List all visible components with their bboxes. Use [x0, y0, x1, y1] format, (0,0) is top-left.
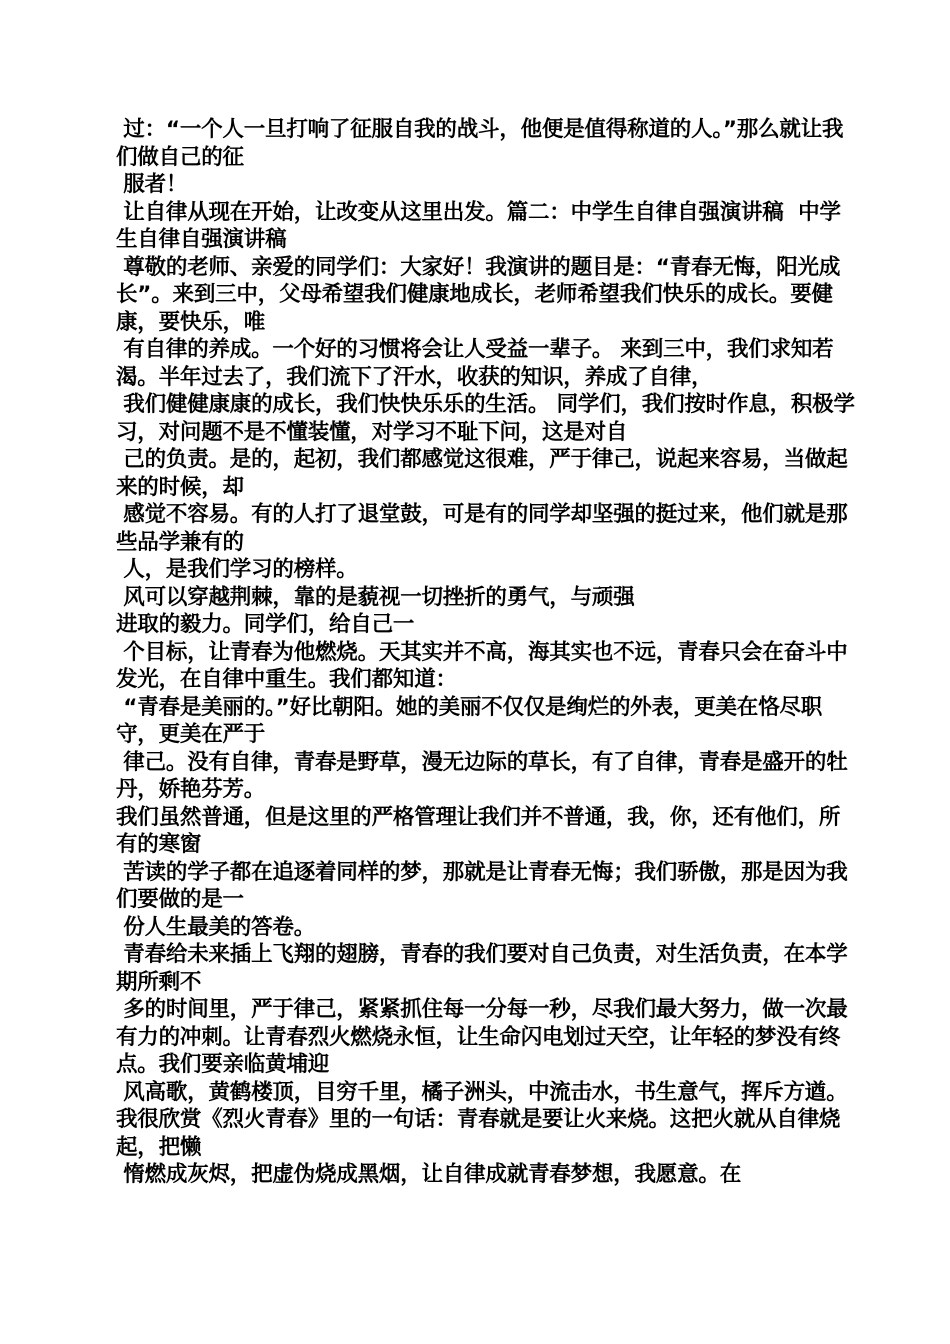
paragraph: 我们健健康康的成长，我们快快乐乐的生活。 同学们，我们按时作息，积极学习，对问题不是不懂装懂，对学习不耻下问，这是对自	[116, 392, 855, 445]
paragraph: 服者！	[116, 172, 188, 197]
paragraph: 感觉不容易。有的人打了退堂鼓，可是有的同学却坚强的挺过来，他们就是那些品学兼有的	[116, 502, 848, 555]
paragraph: 份人生最美的答卷。	[116, 914, 315, 940]
paragraph: 我们虽然普通，但是这里的严格管理让我们并不普通，我，你，还有他们，所有的寒窗	[116, 804, 841, 857]
paragraph: 人，是我们学习的榜样。	[116, 557, 358, 582]
paragraph: 过：“一个人一旦打响了征服自我的战斗，他便是值得称道的人。”那么就让我们做自己的征	[116, 117, 844, 170]
paragraph: 多的时间里，严于律己，紧紧抓住每一分每一秒，尽我们最大努力，做一次最有力的冲刺。让青春烈火燃烧永恒，让生命闪电划过天空，让年轻的梦没有终点。我们要亲临黄埔迎	[116, 997, 848, 1077]
paragraph: 风高歌，黄鹤楼顶，目穷千里，橘子洲头，中流击水，书生意气，挥斥方遒。我很欣赏《烈火青春》里的一句话：青春就是要让火来烧。这把火就从自律烧起，把懒	[116, 1079, 848, 1160]
paragraph: 青春给未来插上飞翔的翅膀，青春的我们要对自己负责，对生活负责，在本学期所剩不	[116, 942, 848, 995]
paragraph: 让自律从现在开始，让改变从这里出发。篇二：中学生自律自强演讲稿 中学生自律自强演讲稿	[116, 199, 841, 252]
paragraph: 苦读的学子都在追逐着同样的梦，那就是让青春无悔；我们骄傲，那是因为我们要做的是一	[116, 859, 848, 912]
paragraph: 进取的毅力。同学们，给自己一	[116, 612, 415, 637]
paragraph: 己的负责。是的，起初，我们都感觉这很难，严于律己，说起来容易，当做起来的时候，却	[116, 447, 848, 500]
paragraph: 律己。没有自律，青春是野草，漫无边际的草长，有了自律，青春是盛开的牡丹，娇艳芬芳。	[116, 749, 848, 802]
paragraph: 尊敬的老师、亲爱的同学们：大家好！我演讲的题目是：“青春无悔，阳光成长”。来到三中，父母希望我们健康地成长，老师希望我们快乐的成长。要健康，要快乐，唯	[116, 254, 841, 335]
paragraph: 风可以穿越荆棘，靠的是藐视一切挫折的勇气，与顽强	[116, 584, 635, 610]
paragraph: “青春是美丽的。”好比朝阳。她的美丽不仅仅是绚烂的外表，更美在恪尽职守，更美在严于	[116, 694, 823, 747]
paragraph: 个目标，让青春为他燃烧。天其实并不高，海其实也不远，青春只会在奋斗中发光，在自律中重生。我们都知道：	[116, 639, 848, 692]
document-body	[116, 116, 856, 1189]
paragraph: 有自律的养成。一个好的习惯将会让人受益一辈子。 来到三中，我们求知若渴。半年过去了，我们流下了汗水，收获的知识，养成了自律，	[116, 337, 834, 390]
paragraph: 惰燃成灰烬，把虚伪烧成黑烟，让自律成就青春梦想，我愿意。在	[116, 1162, 742, 1187]
